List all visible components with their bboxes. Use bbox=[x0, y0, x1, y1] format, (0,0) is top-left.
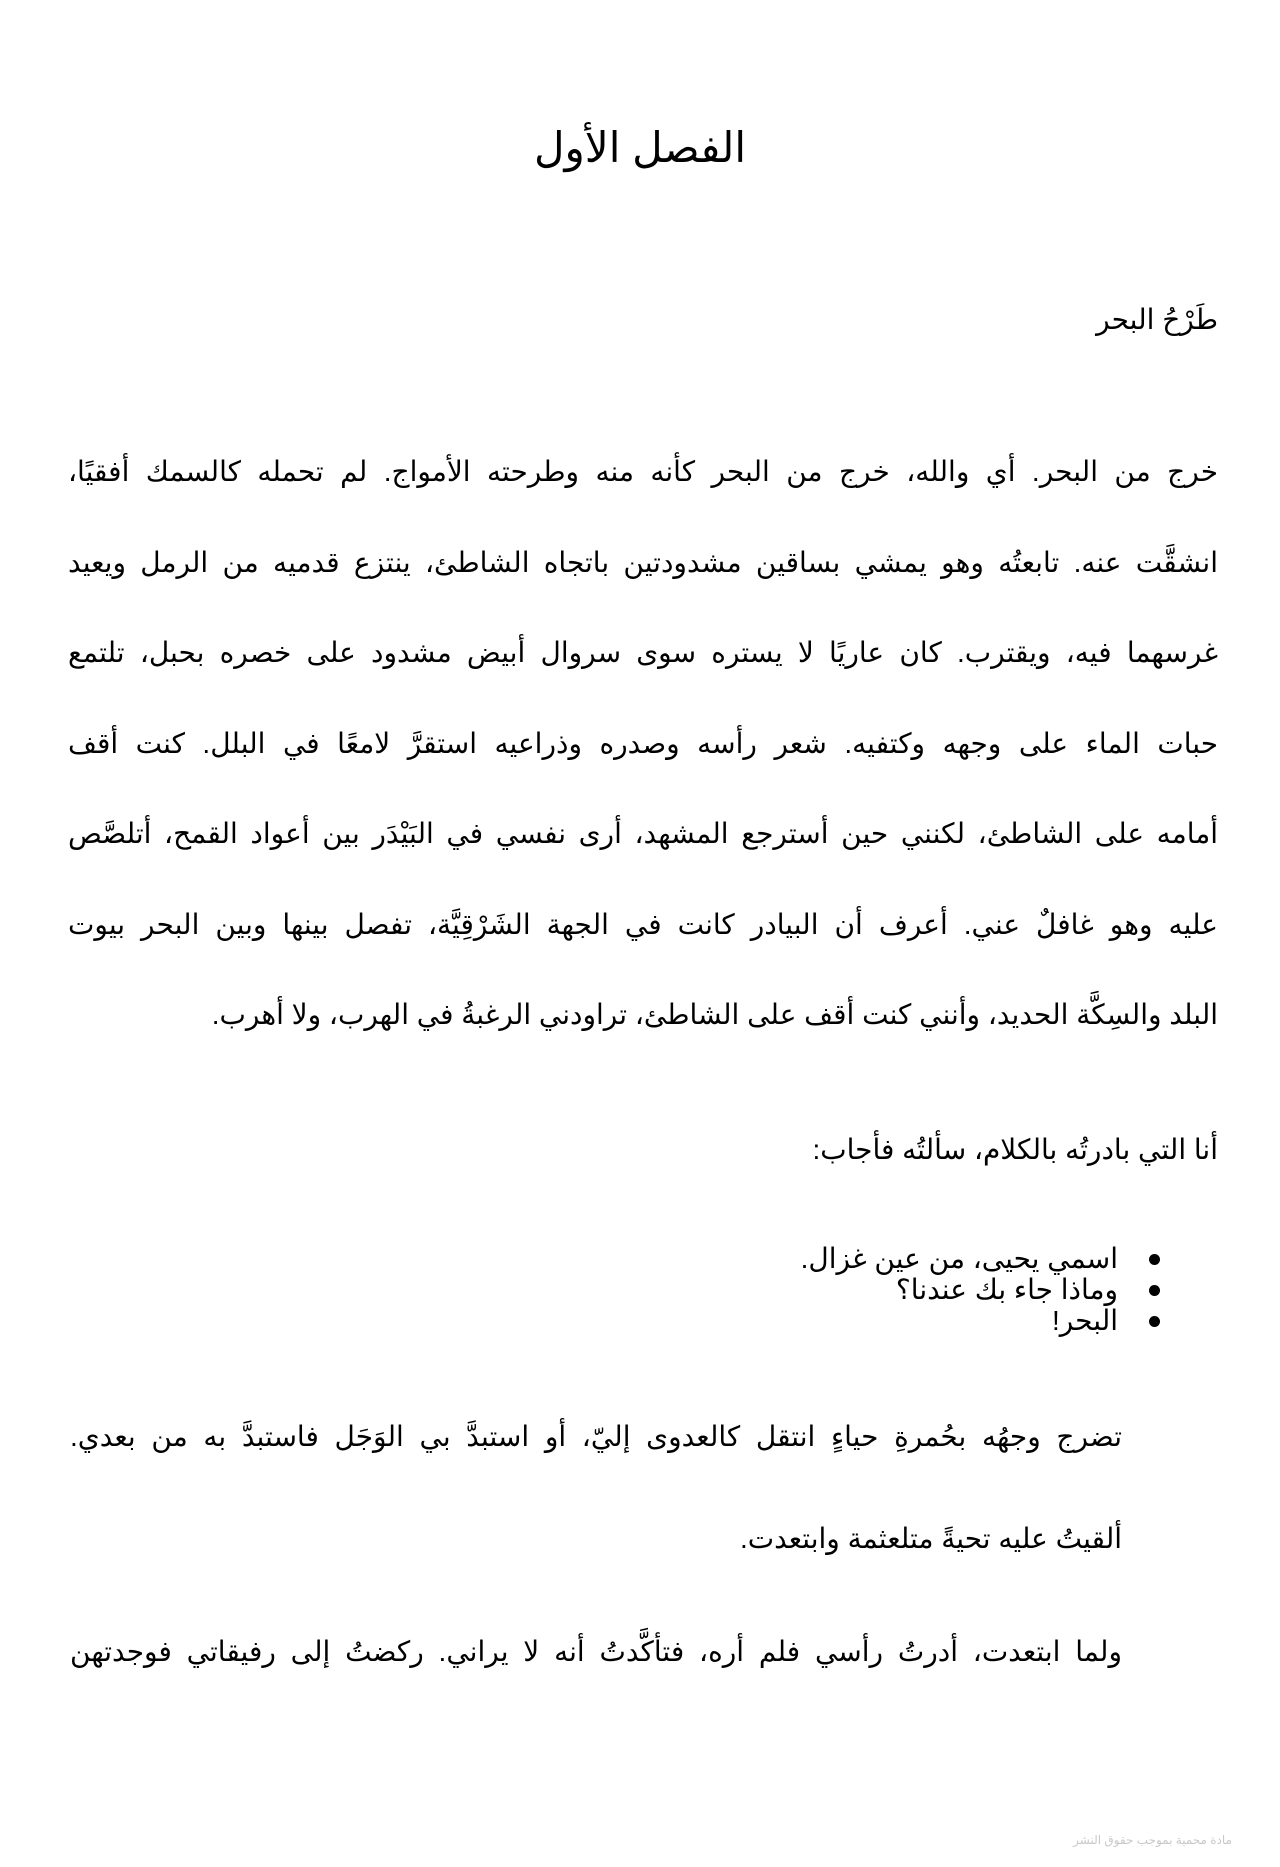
dialogue-item bbox=[801, 1274, 1160, 1305]
paragraph-3: ألقيتُ عليه تحيةً متلعثمة وابتعدت. bbox=[739, 1523, 1122, 1554]
paragraph-line: انشقَّت عنه. تابعتُه وهو يمشي بساقين مشدودتين باتجاه الشاطئ، ينتزع قدميه من الرمل ويعيد bbox=[68, 546, 1218, 578]
dialogue-list bbox=[801, 1243, 1160, 1336]
dialogue-item bbox=[801, 1305, 1160, 1336]
paragraph-line: أمامه على الشاطئ، لكنني حين أسترجع المشهد، أرى نفسي في البَيْدَر بين أعواد القمح، أتلصَّص bbox=[68, 818, 1218, 849]
paragraph-4: ولما ابتعدت، أدرتُ رأسي فلم أره، فتأكَّدتُ أنه لا يراني. ركضتُ إلى رفيقاتي فوجدتهن bbox=[70, 1636, 1122, 1667]
bullet-icon bbox=[1149, 1316, 1160, 1327]
dialogue-item bbox=[801, 1243, 1160, 1274]
paragraph-line: حبات الماء على وجهه وكتفيه. شعر رأسه وصدره وذراعيه استقرَّ لامعًا في البلل. كنت أقف bbox=[68, 727, 1218, 759]
bullet-icon bbox=[1149, 1285, 1160, 1296]
dialogue-text: البحر! bbox=[1051, 1305, 1118, 1336]
paragraph-2: تضرج وجهُه بحُمرةِ حياءٍ انتقل كالعدوى إليّ، أو استبدَّ بي الوَجَل فاستبدَّ به من بعدي. bbox=[70, 1421, 1122, 1452]
dialogue-intro: أنا التي بادرتُه بالكلام، سألتُه فأجاب: bbox=[812, 1134, 1218, 1165]
paragraph-line: خرج من البحر. أي والله، خرج من البحر كأنه منه وطرحته الأمواج. لم تحمله كالسمك أفقيًا، bbox=[68, 456, 1218, 487]
bullet-icon bbox=[1149, 1254, 1160, 1265]
chapter-title: الفصل الأول bbox=[533, 124, 747, 171]
dialogue-text: وماذا جاء بك عندنا؟ bbox=[895, 1274, 1118, 1305]
paragraph-1 bbox=[68, 427, 1218, 1061]
copyright-watermark: مادة محمية بموجب حقوق النشر bbox=[1073, 1833, 1232, 1847]
paragraph-line: عليه وهو غافلٌ عني. أعرف أن البيادر كانت في الجهة الشَرْقِيَّة، تفصل بينها وبين البحر بيوت bbox=[68, 908, 1218, 940]
paragraph-line: غرسهما فيه، ويقترب. كان عاريًا لا يستره سوى سروال أبيض مشدود على خصره بحبل، تلتمع bbox=[68, 637, 1218, 668]
paragraph-line: البلد والسِكَّة الحديد، وأنني كنت أقف على الشاطئ، تراودني الرغبةُ في الهرب، ولا أهرب. bbox=[211, 999, 1218, 1030]
section-title: طَرْحُ البحر bbox=[1096, 304, 1218, 335]
dialogue-text: اسمي يحيى، من عين غزال. bbox=[800, 1243, 1118, 1274]
